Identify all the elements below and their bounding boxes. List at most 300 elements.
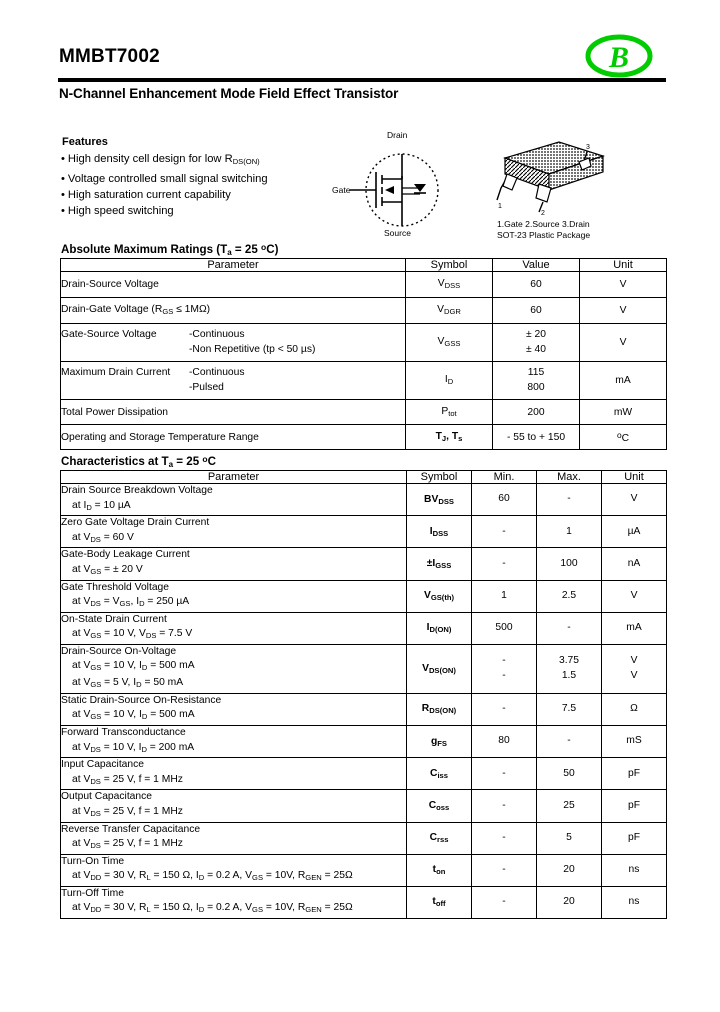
min-cell [472,644,537,693]
value-line-1: mS [626,735,642,747]
condition-text: = 500 mA [147,709,195,721]
parameter-condition-1 [61,563,406,580]
table-header-row [61,471,667,484]
symbol-gate-label: Gate [332,185,351,195]
parameter-cell [61,362,406,400]
parameter-name: Reverse Transfer Capacitance [61,823,201,835]
symbol-drain-label: Drain [387,130,408,140]
symbol-cell [407,548,472,580]
list-item [61,187,361,203]
symbol-cell [407,886,472,918]
condition-text: at V [72,709,91,721]
parameter-text: Drain-Source Voltage [61,279,159,290]
condition-sub: GS [252,905,264,915]
value-cell: 60 [493,298,580,324]
condition-text: = 60 V [100,531,134,543]
parameter-spacer [61,381,189,396]
package-pin-caption: 1.Gate 2.Source 3.Drain [497,219,590,229]
feature-text: High density cell design for low R [67,153,233,165]
parameter-condition-1 [61,659,406,676]
condition-text: = 10V, R [263,902,306,914]
condition-text: = 25 V, f = 1 MHz [100,805,183,817]
parameter-condition-1 [61,805,406,822]
parameter-cell [61,272,406,298]
parameter-cell [61,822,407,854]
symbol-sub: D [447,377,454,387]
symbol-main: I [426,622,430,634]
value-line-1: V [630,493,638,505]
unit-cell [602,484,667,516]
symbol-cell [407,693,472,725]
value-line-1: 25 [563,799,575,811]
value-line-2: ± 40 [526,343,546,355]
value-line-1: V [630,589,638,601]
symbol-cell [406,400,493,425]
symbol-sub: DSS [438,496,454,506]
condition-text: at I [72,499,87,511]
logo-svg [585,34,653,78]
symbol-main: t [432,864,437,876]
column-header-value: Value [493,259,580,272]
symbol-sub-2: s [458,434,463,444]
parameter-name: Zero Gate Voltage Drain Current [61,517,210,529]
parameter-condition-1 [61,627,406,644]
table-row [61,298,667,324]
symbol-sub: on [436,867,446,877]
unit-cell [602,548,667,580]
feature-subscript: DS(ON) [232,157,260,167]
min-cell [472,548,537,580]
condition-sub: GS [90,680,102,690]
parameter-cell [61,854,407,886]
symbol-sub: DSS [444,281,461,291]
symbol-main: I [429,525,433,537]
value-line-1: 100 [560,557,578,569]
parameter-line [61,381,405,396]
value-line-1: ns [628,864,640,876]
parameter-cell [61,886,407,918]
condition-sub: D [198,905,205,915]
symbol-main: T [435,430,442,442]
characteristics-heading-sub: a [168,460,174,469]
table-row [61,580,667,612]
condition-text: = ± 20 V [101,563,143,575]
condition-sub: DD [90,873,102,883]
parameter-condition-1 [61,708,406,725]
condition-sub: D [139,599,145,609]
table-header-row [61,259,667,272]
condition-sub: DS [145,631,157,641]
symbol-sub: J [441,434,447,444]
parameter-condition-1 [61,869,406,886]
symbol-sub: oss [436,803,450,813]
parameter-condition-1: -Continuous [189,367,245,378]
condition-text: = V [100,596,120,608]
table-row [61,548,667,580]
parameter-name: Turn-Off Time [61,887,124,899]
unit-cell [602,693,667,725]
condition-sub: D [141,663,148,673]
package-drawing [487,136,617,216]
condition-text: at V [72,660,91,672]
feature-text: Voltage controlled small signal switching [67,172,268,185]
value-line-1: µA [627,525,641,537]
min-cell [472,484,537,516]
characteristics-heading-text: Characteristics at T [61,455,169,468]
value-line-1: pF [627,831,641,843]
unit-cell [602,580,667,612]
symbol-cell [406,298,493,324]
symbol-sub: D(ON) [429,625,452,635]
condition-text: at V [72,628,91,640]
symbol-main: V [423,590,431,602]
symbol-main: R [421,703,430,715]
condition-text: = 50 mA [141,677,184,689]
symbol-sub: DGR [444,307,461,317]
value-line-1: - [502,799,506,811]
parameter-cell [61,580,407,612]
max-cell [537,790,602,822]
table-row [61,516,667,548]
table-row [61,790,667,822]
parameter-cell [61,298,406,324]
table-row [61,693,667,725]
degree-icon: o [202,454,208,464]
table-row [61,272,667,298]
symbol-source-label: Source [384,228,411,238]
column-header-max: Max. [537,471,602,484]
value-line-2: 800 [527,381,545,393]
value-cell [493,324,580,362]
condition-sub: D [86,502,92,512]
characteristics-heading-mid: = 25 [173,455,203,468]
value-line-1: - [567,735,571,747]
symbol-cell [407,484,472,516]
column-header-unit: Unit [602,471,667,484]
value-line-1: 50 [563,767,575,779]
table-row [61,886,667,918]
table-row [61,854,667,886]
table-row [61,822,667,854]
value-line-1: pF [627,799,641,811]
parameter-text: Operating and Storage Temperature Range [61,431,259,443]
condition-text: = 10 V, I [100,741,142,753]
condition-sub: D [141,712,148,722]
condition-sub: D [198,873,205,883]
condition-text: = 25 V, f = 1 MHz [100,838,183,850]
symbol-sub: iss [437,770,448,780]
value-line-1: Ω [630,703,638,715]
min-cell [472,822,537,854]
abs-max-heading-suffix: C) [266,243,279,256]
unit-cell [602,886,667,918]
list-item [61,151,361,171]
parameter-name: Drain-Source On-Voltage [61,645,177,657]
symbol-main: I [444,374,448,386]
parameter-cell [61,548,407,580]
parameter-line [61,366,405,381]
condition-sub: GS [119,599,131,609]
parameter-text: Drain-Gate Voltage (R [61,304,163,316]
condition-text: = 10 µA [91,499,131,511]
symbol-sub: GS(th) [430,593,455,603]
unit-cell: V [580,324,667,362]
condition-text: at V [72,677,91,689]
symbol-cell [406,362,493,400]
condition-text: at V [72,531,91,543]
column-header-symbol: Symbol [407,471,472,484]
parameter-condition-1 [61,837,406,854]
parameter-tail: ≤ 1MΩ) [173,304,211,316]
parameter-cell [61,726,407,758]
condition-sub: GS [90,631,102,641]
parameter-name: Forward Transconductance [61,727,186,738]
mosfet-symbol-svg [332,132,472,240]
table-row [61,400,667,425]
abs-max-heading [61,242,278,257]
parameter-cell [61,484,407,516]
bullet-icon: • [61,153,65,165]
condition-sub: D [141,744,147,754]
condition-sub: DS [90,744,101,754]
value-line-1: 7.5 [561,703,577,715]
value-line-1: 20 [563,896,575,908]
parameter-condition-1 [61,741,406,758]
symbol-cell [407,854,472,886]
value-cell [493,362,580,400]
parameter-condition-2: -Pulsed [189,381,224,393]
condition-text: = 25 V, f = 1 MHz [100,773,183,785]
max-cell [537,484,602,516]
absolute-maximum-ratings-table [60,258,667,450]
parameter-name: Gate-Body Leakage Current [61,549,190,561]
column-header-min: Min. [472,471,537,484]
value-line-1: ns [628,896,640,908]
pin-number-3: 3 [586,144,590,151]
unit-cell [602,644,667,693]
condition-sub: L [146,905,151,915]
symbol-main: V [437,278,445,290]
feature-text: High saturation current capability [67,189,231,201]
parameter-name: Gate Threshold Voltage [61,581,170,593]
abs-max-heading-mid: = 25 [231,243,261,256]
max-cell [537,854,602,886]
value-line-1: 80 [498,735,510,747]
features-list [61,151,361,220]
abs-max-heading-text: Absolute Maximum Ratings (T [61,243,228,256]
condition-text: , I [130,596,140,608]
parameter-condition-2: -Non Repetitive (tp < 50 µs) [189,343,316,355]
bullet-icon: • [61,172,65,185]
min-cell [472,854,537,886]
condition-text: at V [72,805,91,817]
min-cell [472,516,537,548]
max-cell [537,612,602,644]
value-cell: 200 [493,400,580,425]
condition-text: at V [72,902,91,914]
max-cell [537,693,602,725]
symbol-main: V [437,304,444,316]
condition-text: = 200 mA [146,741,195,753]
value-line-1: 2.5 [561,589,577,601]
symbol-main-2: , T [446,430,459,442]
condition-text: = 150 Ω, I [150,902,199,914]
parameter-cell [61,400,406,425]
page-subtitle: N-Channel Enhancement Mode Field Effect Transistor [59,86,399,101]
min-cell [472,580,537,612]
table-row [61,484,667,516]
parameter-name: Input Capacitance [61,759,145,771]
table-row [61,758,667,790]
parameter-condition-1: -Continuous [189,329,245,340]
column-header-parameter: Parameter [61,259,406,272]
condition-sub: DS [90,841,101,851]
parameter-cell [61,425,406,450]
unit-cell [602,822,667,854]
parameter-cell [61,758,407,790]
value-line-1: - [502,831,506,843]
condition-sub: GEN [305,873,322,883]
condition-text: at V [72,838,91,850]
value-cell: 60 [493,272,580,298]
value-cell: - 55 to + 150 [493,425,580,450]
parameter-cell [61,644,407,693]
unit-cell [580,425,667,450]
max-cell [537,886,602,918]
min-cell [472,693,537,725]
condition-sub: D [136,680,142,690]
condition-text: = 10 V, I [101,709,142,721]
symbol-cell [407,580,472,612]
max-cell [537,580,602,612]
symbol-main: BV [424,493,439,505]
max-cell [537,548,602,580]
pin-number-1: 1 [498,203,502,210]
mosfet-symbol-diagram [332,132,472,240]
unit-cell [602,790,667,822]
package-drawing-svg [487,136,617,216]
unit-cell: V [580,272,667,298]
condition-sub: DS [90,534,101,544]
value-line-1: - [502,525,506,537]
symbol-cell [406,425,493,450]
condition-text: at V [72,870,91,882]
symbol-cell [407,758,472,790]
symbol-cell [407,644,472,693]
max-cell [537,516,602,548]
features-heading: Features [62,136,108,148]
condition-text: = 25Ω [321,870,353,882]
condition-sub: DS [90,776,101,786]
max-cell [537,758,602,790]
value-line-1: 1 [566,525,572,537]
symbol-main: P [441,405,449,417]
table-row [61,644,667,693]
value-line-1: - [502,864,506,876]
value-line-1: 5 [566,831,572,843]
condition-text: = 30 V, R [101,902,147,914]
parameter-cell [61,693,407,725]
condition-sub: DD [90,905,102,915]
symbol-cell [407,822,472,854]
symbol-sub: DS(ON) [428,665,456,675]
parameter-sub: GS [162,307,174,317]
condition-sub: DS [90,809,101,819]
condition-text: at V [72,596,91,608]
characteristics-heading [61,454,216,469]
parameter-name: Static Drain-Source On-Resistance [61,694,222,706]
symbol-sub: GSS [444,339,461,349]
company-logo [585,34,653,78]
symbol-main: g [430,735,438,747]
degree-icon: o [261,242,267,252]
value-line-2: V [630,669,638,681]
parameter-name: On-State Drain Current [61,613,167,625]
feature-text: High speed switching [67,205,174,218]
condition-text: at V [72,773,91,785]
condition-text: = 10V, R [263,870,306,882]
value-line-1: V [630,655,638,667]
package-type-caption: SOT-23 Plastic Package [497,229,591,240]
min-cell [472,886,537,918]
column-header-symbol: Symbol [406,259,493,272]
value-line-1: ± 20 [526,329,546,340]
value-line-2: - [502,669,506,681]
parameter-line [61,343,405,358]
table-row [61,324,667,362]
symbol-main: V [437,336,445,348]
parameter-name: Drain Source Breakdown Voltage [61,485,213,496]
symbol-cell [407,790,472,822]
condition-sub: GS [90,663,102,673]
unit-cell [602,854,667,886]
table-row [61,726,667,758]
parameter-name: Output Capacitance [61,791,153,803]
condition-sub: DS [90,599,101,609]
value-line-1: nA [627,557,641,569]
symbol-sub: GSS [435,561,452,571]
header-divider [58,78,666,82]
value-line-1: 115 [527,367,545,378]
condition-text: = 500 mA [147,660,195,672]
parameter-cell [61,324,406,362]
symbol-cell [407,516,472,548]
value-line-1: - [502,767,506,779]
condition-sub: GEN [305,905,322,915]
condition-sub: GS [252,873,264,883]
unit-cell [602,758,667,790]
symbol-sub: DSS [432,528,449,538]
package-caption [497,219,657,240]
parameter-condition-1 [61,901,406,918]
symbol-sub: DS(ON) [429,706,457,716]
table-row [61,362,667,400]
value-line-1: 3.75 [558,655,580,667]
parameter-cell [61,612,407,644]
symbol-sub: off [435,899,446,909]
value-line-1: - [567,493,571,505]
min-cell [472,758,537,790]
symbol-sub: FS [437,738,447,748]
value-line-1: - [502,655,506,667]
value-line-1: 500 [495,622,513,634]
logo-letter: B [608,41,630,74]
table-row [61,425,667,450]
value-line-1: - [567,622,571,634]
condition-text: = 25Ω [321,902,353,914]
characteristics-table [60,470,667,919]
parameter-cell [61,516,407,548]
